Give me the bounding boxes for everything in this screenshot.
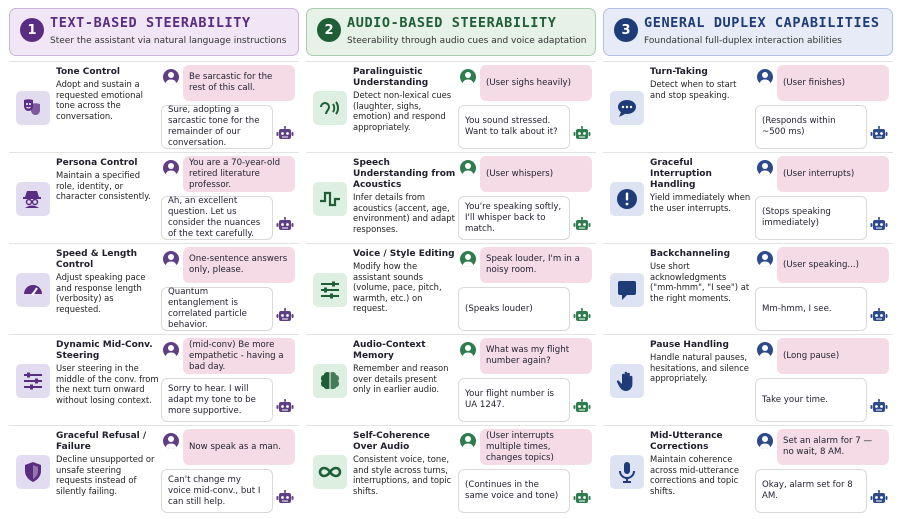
capability-title: Persona Control bbox=[56, 158, 138, 168]
robot-icon bbox=[276, 399, 294, 415]
assistant-message-bubble bbox=[161, 378, 273, 422]
user-message-text: (User whispers) bbox=[486, 168, 554, 179]
capability-text bbox=[353, 431, 457, 496]
user-message-text: (User speaking...) bbox=[783, 259, 859, 270]
shield-icon bbox=[16, 455, 50, 489]
user-message-bubble bbox=[480, 429, 592, 465]
assistant-message-bubble bbox=[161, 287, 273, 331]
column-subtitle: Foundational full-duplex interaction abilities bbox=[644, 36, 842, 46]
assistant-message-text: Sorry to hear. I will adapt my tone to be more supportive. bbox=[168, 383, 256, 416]
capability-row bbox=[603, 426, 893, 517]
assistant-message-text: You sound stressed. Want to talk about it? bbox=[465, 116, 558, 137]
user-message-bubble bbox=[183, 247, 295, 283]
exclamation-icon bbox=[610, 182, 644, 216]
capability-text bbox=[650, 249, 754, 303]
capability-row bbox=[306, 426, 596, 517]
capability-list bbox=[9, 61, 299, 517]
assistant-message-bubble bbox=[755, 469, 867, 513]
column-title: AUDIO-BASED STEERABILITY bbox=[347, 15, 557, 31]
user-message-text: (Long pause) bbox=[783, 350, 840, 361]
infinity-icon bbox=[313, 455, 347, 489]
assistant-message-bubble bbox=[161, 196, 273, 240]
assistant-message-bubble bbox=[161, 105, 273, 149]
speedometer-icon bbox=[16, 273, 50, 307]
user-message-bubble bbox=[183, 156, 295, 192]
assistant-message-bubble bbox=[755, 378, 867, 422]
robot-icon bbox=[870, 308, 888, 324]
capability-row bbox=[603, 62, 893, 153]
speech-bubble-icon bbox=[610, 273, 644, 307]
user-avatar-icon bbox=[163, 160, 179, 176]
user-message-text: Be sarcastic for the rest of this call. bbox=[189, 72, 273, 93]
user-avatar-icon bbox=[163, 433, 179, 449]
column-2 bbox=[306, 8, 596, 517]
user-message-bubble bbox=[777, 65, 889, 101]
user-message-bubble bbox=[777, 247, 889, 283]
assistant-message-text: (Stops speaking immediately) bbox=[762, 207, 831, 228]
user-message-bubble bbox=[777, 156, 889, 192]
capability-description: Maintain a specified role, identity, or character consistently. bbox=[56, 170, 151, 202]
capability-text bbox=[56, 249, 160, 314]
user-avatar-icon bbox=[757, 342, 773, 358]
user-avatar-icon bbox=[460, 69, 476, 85]
capability-title: Paralinguistic Understanding bbox=[353, 67, 429, 88]
assistant-message-bubble bbox=[458, 287, 570, 331]
capability-description: Remember and reason over details present only in earlier audio. bbox=[353, 363, 449, 395]
user-avatar-icon bbox=[757, 160, 773, 176]
capability-text bbox=[353, 249, 457, 314]
capability-row bbox=[9, 335, 299, 426]
assistant-message-text: Okay, alarm set for 8 AM. bbox=[762, 480, 853, 501]
robot-icon bbox=[870, 490, 888, 506]
capability-list bbox=[603, 61, 893, 517]
user-avatar-icon bbox=[757, 251, 773, 267]
assistant-message-text: (Continues in the same voice and tone) bbox=[465, 480, 559, 501]
capability-text bbox=[353, 67, 457, 132]
user-message-text: You are a 70-year-old retired literature professor. bbox=[189, 157, 281, 190]
capability-title: Turn-Taking bbox=[650, 67, 708, 77]
user-avatar-icon bbox=[460, 160, 476, 176]
assistant-message-bubble bbox=[755, 287, 867, 331]
user-avatar-icon bbox=[757, 69, 773, 85]
robot-icon bbox=[276, 126, 294, 142]
capability-text bbox=[650, 67, 754, 100]
assistant-message-text: Ah, an excellent question. Let us consider the nuances of the text carefully. bbox=[168, 196, 261, 239]
capability-description: Handle natural pauses, hesitations, and silence appropriately. bbox=[650, 352, 749, 384]
capability-description: Yield immediately when the user interrupts. bbox=[650, 192, 751, 213]
user-message-bubble bbox=[183, 338, 295, 374]
robot-icon bbox=[276, 308, 294, 324]
assistant-message-bubble bbox=[755, 105, 867, 149]
chat-bubble-icon bbox=[610, 91, 644, 125]
capability-description: Modify how the assistant sounds (volume, pace, pitch, warmth, etc.) on request. bbox=[353, 261, 442, 314]
capability-description: User steering in the middle of the conv. from the next turn onward without losing context. bbox=[56, 363, 159, 405]
column-header bbox=[9, 8, 299, 56]
user-avatar-icon bbox=[757, 433, 773, 449]
equalizer-icon bbox=[313, 273, 347, 307]
capability-title: Speech Understanding from Acoustics bbox=[353, 158, 456, 190]
user-message-text: (User interrupts multiple times, changes topics) bbox=[486, 430, 554, 463]
user-avatar-icon bbox=[163, 69, 179, 85]
capability-title: Speed & Length Control bbox=[56, 249, 138, 270]
capability-title: Voice / Style Editing bbox=[353, 249, 455, 259]
assistant-message-text: (Speaks louder) bbox=[465, 303, 533, 314]
assistant-message-text: Take your time. bbox=[762, 394, 828, 405]
column-title: TEXT-BASED STEERABILITY bbox=[50, 15, 251, 31]
capability-description: Maintain coherence across mid-utterance corrections and topic shifts. bbox=[650, 454, 740, 496]
capability-title: Graceful Refusal / Failure bbox=[56, 431, 147, 452]
user-message-text: Speak louder, I'm in a noisy room. bbox=[486, 254, 580, 275]
capability-title: Backchanneling bbox=[650, 249, 731, 259]
column-subtitle: Steer the assistant via natural language instructions bbox=[50, 36, 287, 46]
capability-description: Infer details from acoustics (accent, age, environment) and adapt responses. bbox=[353, 192, 455, 234]
capability-row bbox=[306, 244, 596, 335]
capability-title: Audio-Context Memory bbox=[353, 340, 426, 361]
user-message-text: (User finishes) bbox=[783, 77, 845, 88]
user-avatar-icon bbox=[460, 433, 476, 449]
user-message-bubble bbox=[480, 65, 592, 101]
robot-icon bbox=[276, 490, 294, 506]
robot-icon bbox=[573, 399, 591, 415]
capability-row bbox=[306, 335, 596, 426]
assistant-message-text: Your flight number is UA 1247. bbox=[465, 389, 555, 410]
user-message-bubble bbox=[777, 338, 889, 374]
capability-title: Graceful Interruption Handling bbox=[650, 158, 712, 190]
assistant-message-text: You're speaking softly, I'll whisper back to match. bbox=[465, 201, 562, 234]
assistant-message-text: Can't change my voice mid-conv., but I can still help. bbox=[168, 474, 261, 507]
robot-icon bbox=[573, 308, 591, 324]
user-avatar-icon bbox=[460, 251, 476, 267]
capability-description: Use short acknowledgments ("mm-hmm", "I see") at the right moments. bbox=[650, 261, 750, 303]
user-message-bubble bbox=[480, 338, 592, 374]
capability-description: Adjust speaking pace and response length (verbosity) as requested. bbox=[56, 272, 146, 314]
capability-description: Detect when to start and stop speaking. bbox=[650, 79, 737, 100]
capability-row bbox=[306, 153, 596, 244]
assistant-message-text: Quantum entanglement is correlated particle behavior. bbox=[168, 287, 247, 330]
capability-title: Dynamic Mid-Conv. Steering bbox=[56, 340, 153, 361]
user-avatar-icon bbox=[163, 251, 179, 267]
assistant-message-bubble bbox=[458, 196, 570, 240]
column-subtitle: Steerability through audio cues and voice adaptation bbox=[347, 36, 587, 46]
column-3 bbox=[603, 8, 893, 517]
microphone-icon bbox=[610, 455, 644, 489]
capability-text bbox=[56, 67, 160, 121]
user-message-text: What was my flight number again? bbox=[486, 345, 570, 366]
capability-row bbox=[9, 426, 299, 517]
capability-description: Detect non-lexical cues (laughter, sighs, emotion) and respond appropriately. bbox=[353, 90, 452, 132]
capability-description: Consistent voice, tone, and style across turns, interruptions, and topic shifts. bbox=[353, 454, 452, 496]
spy-agent-icon bbox=[16, 182, 50, 216]
user-message-bubble bbox=[183, 429, 295, 465]
assistant-message-text: Sure, adopting a sarcastic tone for the remainder of our conversation. bbox=[168, 105, 260, 148]
capability-description: Adopt and sustain a requested emotional tone across the conversation. bbox=[56, 79, 143, 121]
capability-row bbox=[603, 335, 893, 426]
assistant-message-bubble bbox=[458, 378, 570, 422]
robot-icon bbox=[276, 217, 294, 233]
capability-title: Pause Handling bbox=[650, 340, 729, 350]
capability-text bbox=[353, 340, 457, 395]
user-message-bubble bbox=[480, 247, 592, 283]
robot-icon bbox=[870, 217, 888, 233]
user-message-text: (User sighs heavily) bbox=[486, 77, 571, 88]
assistant-message-text: Mm-hmm, I see. bbox=[762, 303, 832, 314]
user-message-text: One-sentence answers only, please. bbox=[189, 254, 288, 275]
capability-row bbox=[9, 153, 299, 244]
robot-icon bbox=[573, 126, 591, 142]
column-header bbox=[603, 8, 893, 56]
capability-title: Self-Coherence Over Audio bbox=[353, 431, 430, 452]
column-number-badge: 1 bbox=[20, 18, 44, 42]
capability-row bbox=[9, 62, 299, 153]
brain-icon bbox=[313, 364, 347, 398]
assistant-message-bubble bbox=[458, 105, 570, 149]
capability-text bbox=[650, 431, 754, 496]
sliders-icon bbox=[16, 364, 50, 398]
waveform-icon bbox=[313, 182, 347, 216]
capability-text bbox=[56, 340, 160, 405]
robot-icon bbox=[870, 126, 888, 142]
column-number-badge: 3 bbox=[614, 18, 638, 42]
capability-list bbox=[306, 61, 596, 517]
robot-icon bbox=[573, 217, 591, 233]
user-avatar-icon bbox=[163, 342, 179, 358]
assistant-message-text: (Responds within ~500 ms) bbox=[762, 116, 836, 137]
user-message-text: Set an alarm for 7 — no wait, 8 AM. bbox=[783, 436, 873, 457]
raised-hand-icon bbox=[610, 364, 644, 398]
capability-text bbox=[56, 431, 160, 496]
robot-icon bbox=[870, 399, 888, 415]
column-header bbox=[306, 8, 596, 56]
user-message-text: (User interrupts) bbox=[783, 168, 855, 179]
capability-title: Mid-Utterance Corrections bbox=[650, 431, 723, 452]
capability-text bbox=[650, 340, 754, 384]
column-1 bbox=[9, 8, 299, 517]
user-message-text: Now speak as a man. bbox=[189, 441, 281, 452]
user-message-bubble bbox=[480, 156, 592, 192]
user-message-text: (mid-conv) Be more empathetic - having a bad day. bbox=[189, 339, 284, 372]
capability-text bbox=[650, 158, 754, 213]
capability-title: Tone Control bbox=[56, 67, 120, 77]
column-number-badge: 2 bbox=[317, 18, 341, 42]
assistant-message-bubble bbox=[458, 469, 570, 513]
assistant-message-bubble bbox=[755, 196, 867, 240]
capability-text bbox=[56, 158, 160, 202]
capability-row bbox=[9, 244, 299, 335]
hearing-ear-icon bbox=[313, 91, 347, 125]
user-message-bubble bbox=[183, 65, 295, 101]
capability-row bbox=[603, 244, 893, 335]
capability-text bbox=[353, 158, 457, 234]
capability-row bbox=[603, 153, 893, 244]
capability-description: Decline unsupported or unsafe steering requests instead of silently failing. bbox=[56, 454, 155, 496]
assistant-message-bubble bbox=[161, 469, 273, 513]
capability-row bbox=[306, 62, 596, 153]
user-avatar-icon bbox=[460, 342, 476, 358]
user-message-bubble bbox=[777, 429, 889, 465]
column-title: GENERAL DUPLEX CAPABILITIES bbox=[644, 15, 880, 31]
robot-icon bbox=[573, 490, 591, 506]
theater-masks-icon bbox=[16, 91, 50, 125]
